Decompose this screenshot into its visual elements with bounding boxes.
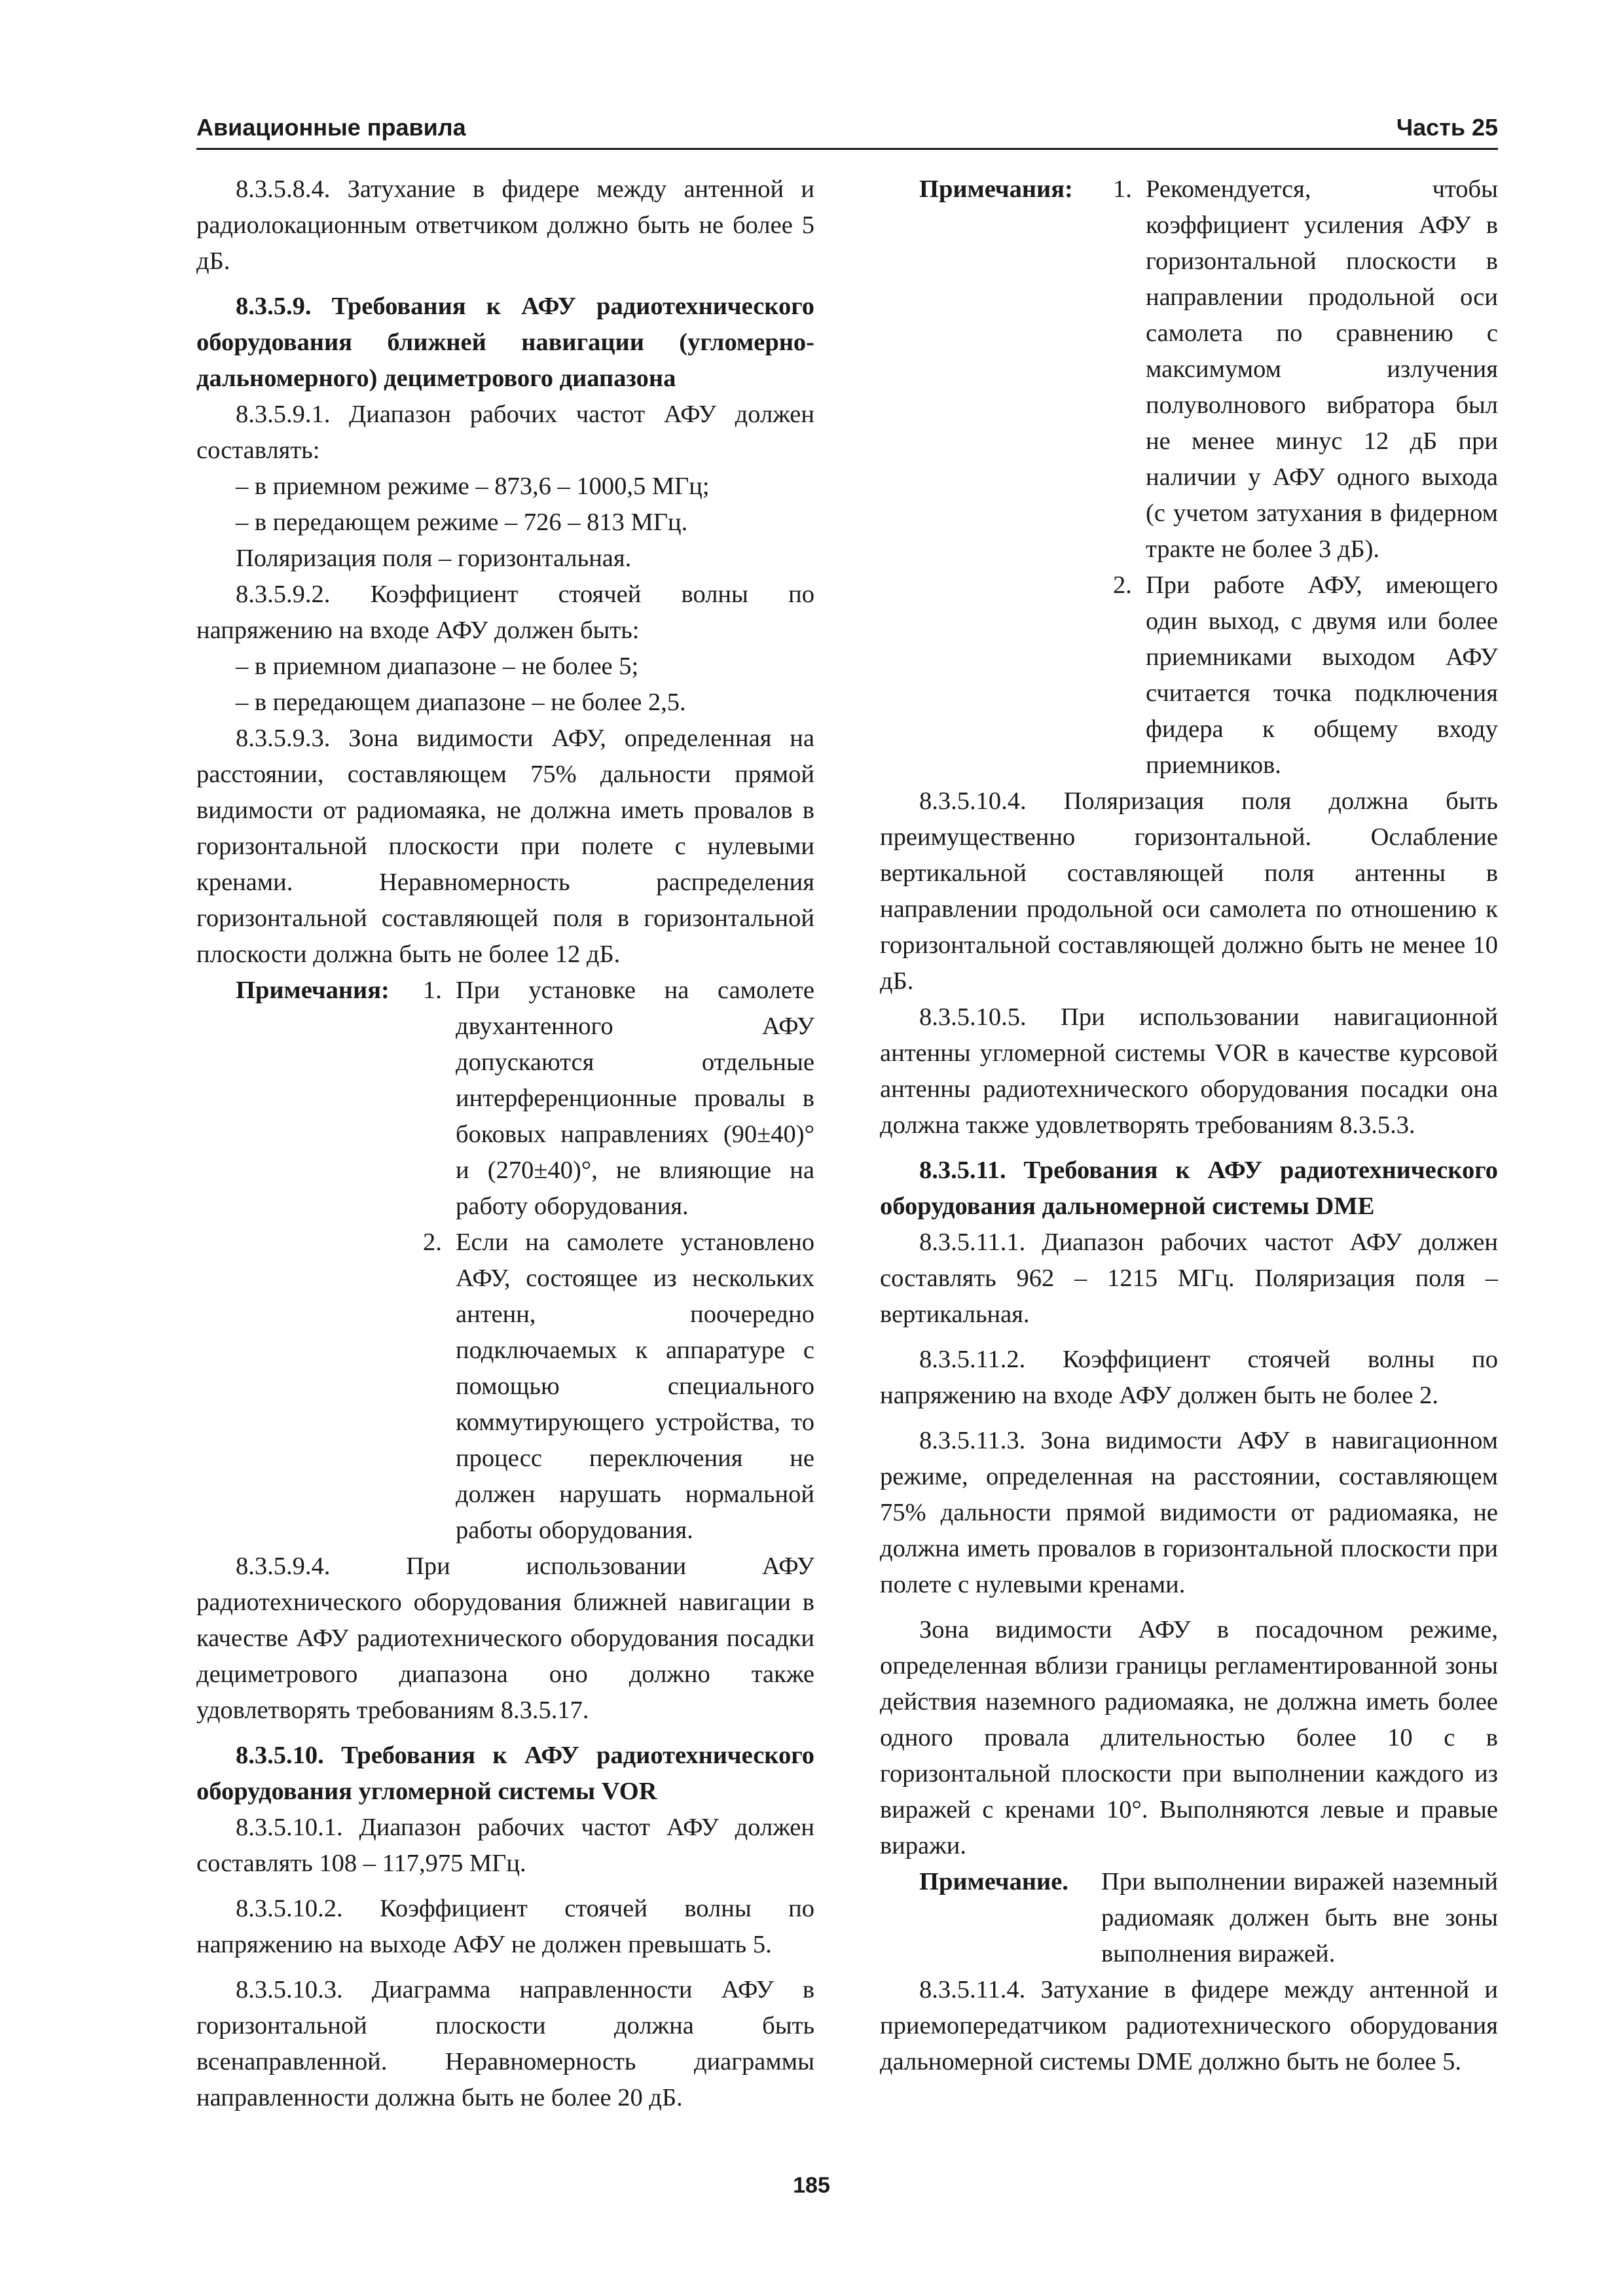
note-text: Если на самолете установлено АФУ, состоящее из нескольких антенн, поочередно подключаемых к аппаратуре с помощью специального коммутирующего устройства, то процесс переключения не должен нарушать нормальной работы оборудования. [456, 1229, 814, 1544]
header-part: Часть 25 [1396, 114, 1498, 141]
paragraph: Зона видимости АФУ в посадочном режиме, определенная вблизи границы регламентированной зоны действия наземного радиомаяка, не должна иметь более одного провала длительностью более 10 с в горизонтальной плоскости при выполнении каждого из виражей с кренами 10°. Выполняются левые и правые виражи. [880, 1616, 1498, 1859]
paragraph: 8.3.5.9.1. Диапазон рабочих частот АФУ должен составлять: [196, 401, 814, 464]
notes-label: Примечания: [236, 977, 390, 1004]
note-label: Примечание. [919, 1868, 1068, 1895]
section-heading: 8.3.5.10. Требования к АФУ радиотехнического оборудования угломерной системы VOR [196, 1742, 814, 1805]
running-header [196, 111, 1498, 150]
paragraph: 8.3.5.9.3. Зона видимости АФУ, определенная на расстоянии, составляющем 75% дальности прямой видимости от радиомаяка, не должна иметь провалов в горизонтальной плоскости при полете с нулевыми кренами. Неравномерность распределения горизонтальной составляющей поля в горизонтальной плоскости должна быть не более 12 дБ. [196, 725, 814, 968]
note-item [1113, 171, 1498, 567]
note-number: 2. [1113, 571, 1132, 599]
paragraph: 8.3.5.11.2. Коэффициент стоячей волны по напряжению на входе АФУ должен быть не более 2. [880, 1346, 1498, 1409]
section-heading: 8.3.5.9. Требования к АФУ радиотехнического оборудования ближней навигации (угломерно-дальномерного) дециметрового диапазона [196, 293, 814, 392]
list-item: – в приемном режиме – 873,6 – 1000,5 МГц; [236, 473, 710, 500]
notes-body [1113, 171, 1498, 783]
note-item [423, 973, 814, 1225]
paragraph: 8.3.5.10.3. Диаграмма направленности АФУ в горизонтальной плоскости должна быть всенаправленной. Неравномерность диаграммы направленности должна быть не более 20 дБ. [196, 1976, 814, 2111]
paragraph: 8.3.5.11.4. Затухание в фидере между антенной и приемопередатчиком радиотехнического оборудования дальномерной системы DME должно быть не более 5. [880, 1976, 1498, 2075]
note-block [880, 1864, 1498, 1972]
notes-block [196, 973, 814, 1549]
left-column [196, 171, 814, 2116]
paragraph: 8.3.5.10.1. Диапазон рабочих частот АФУ должен составлять 108 – 117,975 МГц. [196, 1814, 814, 1877]
note-item [423, 1225, 814, 1549]
note-text: При работе АФУ, имеющего один выход, с двумя или более приемниками выходом АФУ считается точка подключения фидера к общему входу приемников. [1146, 571, 1498, 779]
list-item: – в передающем диапазоне – не более 2,5. [236, 689, 686, 716]
paragraph: 8.3.5.10.5. При использовании навигационной антенны угломерной системы VOR в качестве курсовой антенны радиотехнического оборудования посадки она должна также удовлетворять требованиям 8.3.5.3. [880, 1003, 1498, 1139]
paragraph: 8.3.5.9.4. При использовании АФУ радиотехнического оборудования ближней навигации в качестве АФУ радиотехнического оборудования посадки дециметрового диапазона оно должно также удовлетворять требованиям 8.3.5.17. [196, 1552, 814, 1724]
note-item [1113, 567, 1498, 783]
note-text: Рекомендуется, чтобы коэффициент усиления АФУ в горизонтальной плоскости в направлении продольной оси самолета по сравнению с максимумом излучения полуволнового вибратора был не менее минус 12 дБ при наличии у АФУ одного выхода (с учетом затухания в фидерном тракте не более 3 дБ). [1146, 175, 1498, 563]
page-number: 185 [793, 2173, 830, 2198]
notes-block [880, 171, 1498, 783]
list-item: – в приемном диапазоне – не более 5; [236, 653, 639, 680]
paragraph: 8.3.5.10.4. Поляризация поля должна быть преимущественно горизонтальной. Ослабление вертикальной составляющей поля антенны в направлении продольной оси самолета по отношению к горизонтальной составляющей должно быть не менее 10 дБ. [880, 787, 1498, 995]
paragraph: Поляризация поля – горизонтальная. [236, 545, 632, 572]
paragraph: 8.3.5.11.3. Зона видимости АФУ в навигационном режиме, определенная на расстоянии, составляющем 75% дальности прямой видимости от радиомаяка, не должна иметь провалов в горизонтальной плоскости при полете с нулевыми кренами. [880, 1427, 1498, 1598]
header-title: Авиационные правила [196, 114, 466, 141]
notes-label: Примечания: [919, 175, 1073, 203]
note-number: 2. [423, 1229, 442, 1256]
note-number: 1. [1113, 175, 1132, 203]
paragraph: 8.3.5.8.4. Затухание в фидере между антенной и радиолокационным ответчиком должно быть не более 5 дБ. [196, 175, 814, 275]
section-heading: 8.3.5.11. Требования к АФУ радиотехнического оборудования дальномерной системы DME [880, 1157, 1498, 1220]
paragraph: 8.3.5.10.2. Коэффициент стоячей волны по напряжению на выходе АФУ не должен превышать 5. [196, 1895, 814, 1958]
right-column [880, 171, 1498, 2080]
paragraph: 8.3.5.9.2. Коэффициент стоячей волны по напряжению на входе АФУ должен быть: [196, 581, 814, 644]
paragraph: 8.3.5.11.1. Диапазон рабочих частот АФУ должен составлять 962 – 1215 МГц. Поляризация поля – вертикальная. [880, 1229, 1498, 1328]
notes-body [423, 973, 814, 1549]
note-number: 1. [423, 977, 442, 1004]
note-text: При установке на самолете двухантенного АФУ допускаются отдельные интерференционные провалы в боковых направлениях (90±40)° и (270±40)°, не влияющие на работу оборудования. [456, 977, 814, 1220]
list-item: – в передающем режиме – 726 – 813 МГц. [236, 509, 688, 536]
note-text: При выполнении виражей наземный радиомаяк должен быть вне зоны выполнения виражей. [1101, 1868, 1498, 1967]
